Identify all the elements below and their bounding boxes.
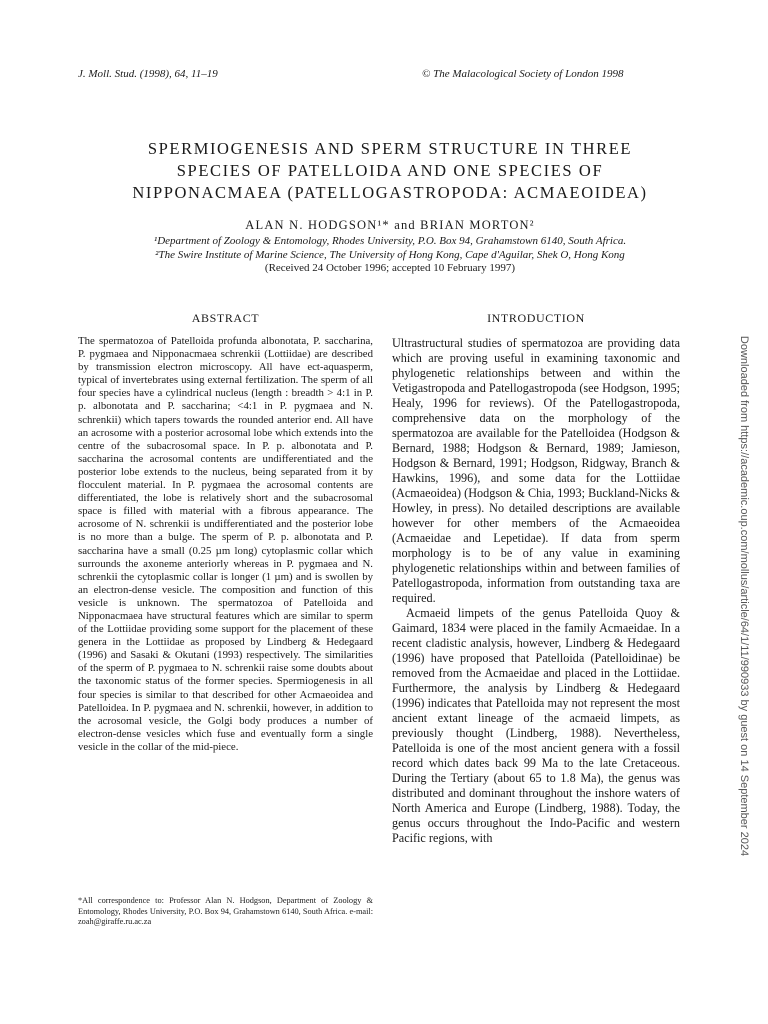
abstract-text: The spermatozoa of Patelloida profunda albonotata, P. saccharina, P. pygmaea and Nipponacmaea schrenkii (Lottiidae) are described by transmission electron microscopy. All have ect-aquasperm, typical of invertebrates using external fertilization. The sperm of all four species have a cylindrical nucleus (length : breadth > 4:1 in P. p. albonotata and P. saccharina; <4:1 in P. pygmaea and N. schrenkii) which tapers towards the rounded anterior end. All have an acrosome with a posterior acrosomal lobe which extends into the centre of the subacrosomal space. In P. p. albonotata and P. saccharina the acrosomal contents are undifferentiated and the posterior lobe extends to the nucleus, being separated from it by flocculent material. In P. pygmaea the acrosomal contents are differentiated, the lobe is relatively short and the subacrosomal space is filled with material with a fibrous appearance. The acrosome of N. schrenkii is undifferentiated and the posterior lobe is no more than a bulge. The sperm of P. p. albonotata and P. saccharina have a small (0.25 µm long) cytoplasmic collar which surrounds the axoneme anteriorly whereas in P. pygmaea and N. schrenkii the cytoplasmic collar is longer (1 µm) and is swollen by an electron-dense vesicle. The composition and function of this vesicle is unknown. The spermatozoa of Patelloida and Nipponacmaea have structural features which are similar to sperm of the Lottiidae providing some support for the placement of these genera in the Lottiidae as proposed by Lindberg & Hedegaard (1996) and Sasaki & Okutani (1993) respectively. The similarities of the sperm of P. pygmaea to N. schrenkii raise some doubts about the taxonomic status of the former species. Spermiogenesis in all four species is similar to that described for other Acmaeoidea and Patelloidea. In P. pygmaea and N. schrenkii, however, in addition to the acrosomal vesicle, the Golgi body produces a number of electron-dense vesicles which fuse and eventually form a single vesicle in the collar of the mid-piece. (78, 335, 373, 753)
affiliation-2: ²The Swire Institute of Marine Science, The University of Hong Kong, Cape d'Aguilar, Shek O, Hong Kong (155, 249, 625, 261)
correspondence-footnote: *All correspondence to: Professor Alan N. Hodgson, Department of Zoology & Entomology, Rhodes University, P.O. Box 94, Grahamstown 6140, South Africa. e-mail: zoah@giraffe.ru.ac.za (78, 896, 373, 926)
intro-paragraph-2: Acmaeid limpets of the genus Patelloida Quoy & Gaimard, 1834 were placed in the family Acmaeidae. In a recent cladistic analysis, however, Lindberg & Hedegaard (1996) have proposed that Patelloida (Patelloidinae) be removed from the Acmaeidae and placed in the Lottiidae. Furthermore, the analysis by Lindberg & Hedegaard (1996) indicates that Patelloida may not represent the most ancient extant lineage of the acmaeid limpets, as previously thought (Lindberg, 1988). Nevertheless, Patelloida is one of the most ancient genera with a fossil record which dates back 99 Ma to the late Cretaceous. During the Tertiary (about 65 to 1.8 Ma), the genus was distributed and dominant throughout the inshore waters of North America and Europe (Lindberg, 1988). Today, the genus occurs throughout the Indo-Pacific and western Pacific regions, with (392, 606, 680, 845)
affiliation-1: ¹Department of Zoology & Entomology, Rhodes University, P.O. Box 94, Grahamstown 6140, South Africa. (153, 235, 627, 247)
abstract-heading: ABSTRACT (191, 311, 260, 325)
download-watermark: Downloaded from https://academic.oup.com/mollus/article/64/1/11/990933 by guest on 14 September 2024 (738, 335, 750, 857)
author-list: ALAN N. HODGSON¹* and BRIAN MORTON² (245, 218, 535, 232)
article-title (60, 138, 720, 204)
introduction-body (392, 336, 680, 846)
title-line-2: SPECIES OF PATELLOIDA AND ONE SPECIES OF (176, 161, 604, 180)
intro-paragraph-1: Ultrastructural studies of spermatozoa are providing data which are proving useful in examining taxonomic and phylogenetic relationships between and within the Vetigastropoda and Patellogastropoda (see Hodgson, 1995; Healy, 1996 for reviews). Of the Patellogastropoda, comprehensive data on the morphology of the spermatozoa are available for the Patelloidea (Hodgson & Bernard, 1988; Hodgson & Bernard, 1989; Jamieson, Hodgson & Bernard, 1991; Hodgson, Ridgway, Branch & Hawkins, 1996), and some data for the Lottiidae (Acmaeoidea) (Hodgson & Chia, 1993; Buckland-Nicks & Howley, in press). No detailed descriptions are available however for other members of the Acmaeoidea (Acmaeidae and Lepetidae). If data from sperm morphology is to be of any value in examining phylogenetic relationships within and between families of Patellogastropoda, information from outstanding taxa are required. (392, 336, 680, 605)
journal-citation: J. Moll. Stud. (1998), 64, 11–19 (78, 68, 218, 80)
affiliations (60, 234, 720, 262)
title-line-3: NIPPONACMAEA (PATELLOGASTROPODA: ACMAEOIDEA) (132, 183, 648, 202)
title-line-1: SPERMIOGENESIS AND SPERM STRUCTURE IN THREE (147, 139, 633, 158)
copyright-notice: © The Malacological Society of London 1998 (422, 68, 624, 80)
introduction-heading: INTRODUCTION (487, 311, 585, 325)
received-dates: (Received 24 October 1996; accepted 10 February 1997) (264, 262, 516, 274)
